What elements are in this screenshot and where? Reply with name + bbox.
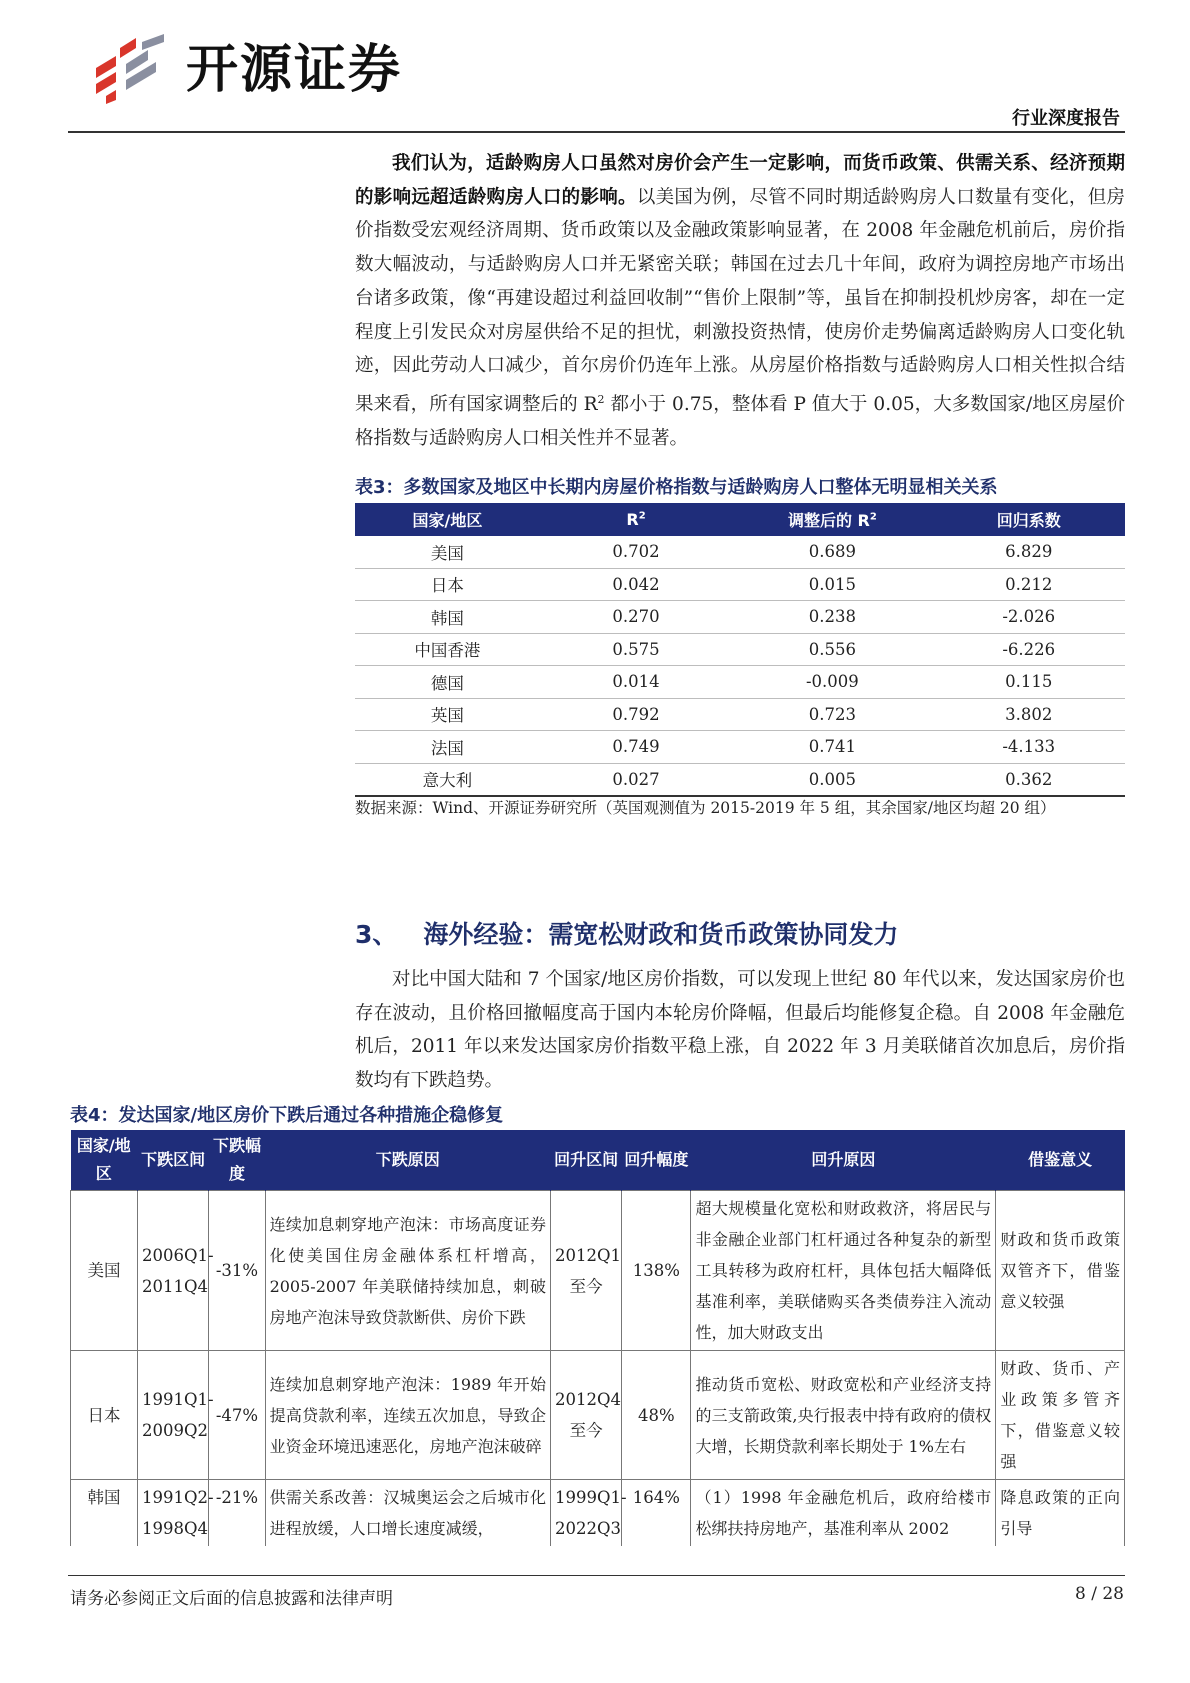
table3-header-adj-r2: 调整后的 $R^2$ bbox=[732, 503, 932, 536]
cell-lesson: 财政、货币、产业政策多管齐下，借鉴意义较强 bbox=[996, 1351, 1125, 1480]
body-paragraph-2: 对比中国大陆和 7 个国家/地区房价指数，可以发现上世纪 80 年代以来，发达国家房价也存在波动，且价格回撤幅度高于国内本轮房价降幅，但最后均能修复企稳。自 2008 年金融危机后，2011 年以来发达国家房价指数平稳上涨，自 2022 年 3 月美联储首次加息后，房价指数均有下跌趋势。 bbox=[355, 969, 1125, 1092]
cell-coef: 0.212 bbox=[932, 568, 1125, 601]
table-row bbox=[355, 536, 1125, 568]
cell-coef: -4.133 bbox=[932, 731, 1125, 764]
table-row bbox=[71, 1191, 1125, 1351]
cell-rebound-reason: 超大规模量化宽松和财政救济，将居民与非金融企业部门杠杆通过各种复杂的新型工具转移为政府杠杆，具体包括大幅降低基准利率，美联储购买各类债券注入流动性，加大财政支出 bbox=[691, 1191, 996, 1351]
cell-drop-reason: 连续加息刺穿地产泡沫：市场高度证券化使美国住房金融体系杠杆增高，2005-2007 年美联储持续加息，刺破房地产泡沫导致贷款断供、房价下跌 bbox=[265, 1191, 550, 1351]
cell-drop-period: 1991Q2-1998Q4 bbox=[138, 1480, 209, 1547]
table4-header-lesson: 借鉴意义 bbox=[996, 1130, 1125, 1191]
table3-source: 数据来源：Wind、开源证券研究所（英国观测值为 2015-2019 年 5 组，其余国家/地区均超 20 组） bbox=[355, 799, 1056, 817]
body-paragraph-1 bbox=[355, 147, 1125, 455]
cell-coef: 0.115 bbox=[932, 666, 1125, 699]
footer-divider bbox=[68, 1575, 1125, 1576]
cell-rebound-period: 2012Q4至今 bbox=[550, 1351, 621, 1480]
cell-rebound-pct: 138% bbox=[622, 1191, 691, 1351]
cell-region: 意大利 bbox=[355, 763, 540, 796]
cell-lesson: 财政和货币政策双管齐下，借鉴意义较强 bbox=[996, 1191, 1125, 1351]
table4-header-rebound-period: 回升区间 bbox=[550, 1130, 621, 1191]
table4-header-row bbox=[71, 1130, 1125, 1191]
cell-region: 英国 bbox=[355, 698, 540, 731]
table-row bbox=[355, 601, 1125, 634]
footer-disclaimer: 请务必参阅正文后面的信息披露和法律声明 bbox=[70, 1589, 393, 1609]
table-row bbox=[355, 568, 1125, 601]
table-row bbox=[71, 1480, 1125, 1547]
cell-r2: 0.042 bbox=[540, 568, 733, 601]
cell-region: 法国 bbox=[355, 731, 540, 764]
cell-adj: 0.741 bbox=[732, 731, 932, 764]
cell-coef: 3.802 bbox=[932, 698, 1125, 731]
cell-r2: 0.270 bbox=[540, 601, 733, 634]
cell-rebound-period: 2012Q1至今 bbox=[550, 1191, 621, 1351]
cell-adj: 0.556 bbox=[732, 633, 932, 666]
cell-adj: 0.238 bbox=[732, 601, 932, 634]
cell-r2: 0.575 bbox=[540, 633, 733, 666]
cell-lesson: 降息政策的正向引导 bbox=[996, 1480, 1125, 1547]
report-type: 行业深度报告 bbox=[1012, 108, 1120, 129]
cell-rebound-period: 1999Q1-2022Q3 bbox=[550, 1480, 621, 1547]
cell-r2: 0.702 bbox=[540, 536, 733, 568]
cell-adj: 0.689 bbox=[732, 536, 932, 568]
para1-bold: 我们认为，适龄购房人口虽然对房价会产生一定影响，而货币政策、供需关系、经济预期的影响远超适龄购房人口的影响。 bbox=[355, 153, 1125, 208]
cell-r2: 0.749 bbox=[540, 731, 733, 764]
cell-adj: 0.723 bbox=[732, 698, 932, 731]
cell-drop-pct: -21% bbox=[209, 1480, 265, 1547]
table4-header-drop-reason: 下跌原因 bbox=[265, 1130, 550, 1191]
cell-r2: 0.014 bbox=[540, 666, 733, 699]
table3-header-r2: $R^2$ bbox=[540, 503, 733, 536]
section-number: 3、 bbox=[355, 920, 398, 949]
table3-header-row bbox=[355, 503, 1125, 536]
brand-name: 开源证券 bbox=[186, 40, 403, 100]
para1-sup: 2 bbox=[597, 392, 605, 406]
cell-r2: 0.792 bbox=[540, 698, 733, 731]
table3-caption: 表3：多数国家及地区中长期内房屋价格指数与适龄购房人口整体无明显相关关系 bbox=[355, 477, 998, 498]
cell-region: 日本 bbox=[355, 568, 540, 601]
cell-coef: 6.829 bbox=[932, 536, 1125, 568]
table4-header-rebound-reason: 回升原因 bbox=[691, 1130, 996, 1191]
table4-caption: 表4：发达国家/地区房价下跌后通过各种措施企稳修复 bbox=[70, 1105, 504, 1126]
cell-drop-pct: -31% bbox=[209, 1191, 265, 1351]
cell-region: 中国香港 bbox=[355, 633, 540, 666]
cell-rebound-pct: 48% bbox=[622, 1351, 691, 1480]
table3 bbox=[355, 503, 1125, 797]
table4-container bbox=[70, 1130, 1127, 1554]
page-number: 8 / 28 bbox=[1075, 1584, 1124, 1604]
cell-region: 德国 bbox=[355, 666, 540, 699]
table4-header-region: 国家/地区 bbox=[71, 1130, 138, 1191]
para1-text-a: 以美国为例，尽管不同时期适龄购房人口数量有变化，但房价指数受宏观经济周期、货币政策以及金融政策影响显著，在 2008 年金融危机前后，房价指数大幅波动，与适龄购房人口并无紧密关联；韩国在过去几十年间，政府为调控房地产市场出台诸多政策，像“再建设超过利益回收制”“售价上限制”等，虽旨在抑制投机炒房客，却在一定程度上引发民众对房屋供给不足的担忧，刺激投资热情，使房价走势偏离适龄购房人口变化轨迹，因此劳动人口减少，首尔房价仍连年上涨。从房屋价格指数与适龄购房人口相关性拟合结果来看，所有国家调整后的 R bbox=[355, 186, 1125, 416]
brand-logo-icon bbox=[92, 34, 172, 104]
table-row bbox=[355, 633, 1125, 666]
cell-r2: 0.027 bbox=[540, 763, 733, 796]
table-row bbox=[355, 763, 1125, 796]
cell-drop-period: 2006Q1-2011Q4 bbox=[138, 1191, 209, 1351]
cell-rebound-reason: （1）1998 年金融危机后，政府给楼市松绑扶持房地产，基准利率从 2002 bbox=[691, 1480, 996, 1547]
table4-header-rebound-pct: 回升幅度 bbox=[622, 1130, 691, 1191]
table3-header-coef: 回归系数 bbox=[932, 503, 1125, 536]
section-title: 海外经验：需宽松财政和货币政策协同发力 bbox=[423, 920, 899, 949]
table-row bbox=[355, 698, 1125, 731]
cell-adj: -0.009 bbox=[732, 666, 932, 699]
cell-region: 美国 bbox=[355, 536, 540, 568]
section-heading bbox=[355, 918, 898, 952]
cell-coef: -2.026 bbox=[932, 601, 1125, 634]
table4-header-drop-period: 下跌区间 bbox=[138, 1130, 209, 1191]
table3-header-region: 国家/地区 bbox=[355, 503, 540, 536]
cell-region: 美国 bbox=[71, 1191, 138, 1351]
cell-adj: 0.005 bbox=[732, 763, 932, 796]
table-row bbox=[355, 731, 1125, 764]
table4 bbox=[70, 1130, 1125, 1546]
cell-coef: 0.362 bbox=[932, 763, 1125, 796]
cell-drop-pct: -47% bbox=[209, 1351, 265, 1480]
cell-region: 日本 bbox=[71, 1351, 138, 1480]
cell-rebound-reason: 推动货币宽松、财政宽松和产业经济支持的三支箭政策,央行报表中持有政府的债权大增，长期贷款利率长期处于 1%左右 bbox=[691, 1351, 996, 1480]
cell-region: 韩国 bbox=[355, 601, 540, 634]
table4-header-drop-pct: 下跌幅度 bbox=[209, 1130, 265, 1191]
table-row bbox=[71, 1351, 1125, 1480]
cell-adj: 0.015 bbox=[732, 568, 932, 601]
cell-rebound-pct: 164% bbox=[622, 1480, 691, 1547]
cell-coef: -6.226 bbox=[932, 633, 1125, 666]
cell-drop-reason: 连续加息刺穿地产泡沫：1989 年开始提高贷款利率，连续五次加息，导致企业资金环境迅速恶化，房地产泡沫破碎 bbox=[265, 1351, 550, 1480]
header-divider bbox=[68, 131, 1125, 133]
cell-drop-reason: 供需关系改善：汉城奥运会之后城市化进程放缓，人口增长速度减缓， bbox=[265, 1480, 550, 1547]
cell-region: 韩国 bbox=[71, 1480, 138, 1547]
para1-text-b: 都小于 0.75，整体看 P 值大于 0.05，大多数国家/地区房屋价格指数与适龄购房人口相关性并不显著。 bbox=[355, 394, 1125, 449]
cell-drop-period: 1991Q1-2009Q2 bbox=[138, 1351, 209, 1480]
table-row bbox=[355, 666, 1125, 699]
